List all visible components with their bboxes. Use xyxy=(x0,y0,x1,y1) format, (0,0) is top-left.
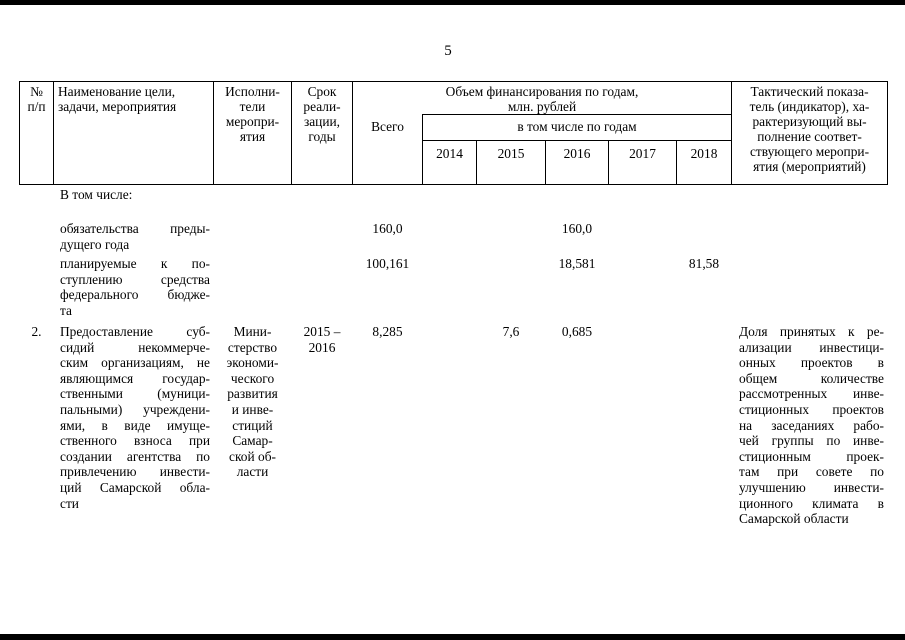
indicator-line: улучшению инвести- xyxy=(739,479,884,495)
name-line: привлечению инвести- xyxy=(60,464,210,480)
header-executors-line: меропри- xyxy=(225,114,280,129)
header-indicator xyxy=(732,84,887,174)
header-indicator-line: Тактический показа- xyxy=(750,84,869,99)
header-funding xyxy=(353,84,731,114)
executor-line: стерство xyxy=(227,339,278,355)
executor-line: и инве- xyxy=(231,401,274,417)
header-number-line: № xyxy=(30,84,43,99)
name-line: ским организациям, не xyxy=(60,355,210,371)
indicator-line: рассмотренных инве- xyxy=(739,386,884,402)
indicator-line: Самарской области xyxy=(739,511,849,527)
executor-line: Мини- xyxy=(233,324,272,339)
term-line: 2015 – xyxy=(303,324,341,339)
header-executors-line: тели xyxy=(239,99,266,114)
name-line: та xyxy=(60,302,72,318)
header-name xyxy=(58,84,208,114)
header-number xyxy=(20,84,53,114)
page-number: 5 xyxy=(444,43,452,59)
header-executors xyxy=(214,84,291,144)
row-obligations-2016: 160,0 xyxy=(561,221,593,236)
header-indicator-line: тель (индикатор), ха- xyxy=(749,99,870,114)
header-indicator-line: рактеризующий вы- xyxy=(752,114,867,129)
header-indicator-line: ятия (мероприятий) xyxy=(753,159,866,174)
name-line: ций Самарской обла- xyxy=(60,479,210,495)
row-2-name xyxy=(60,324,210,511)
name-line: Предоставление суб- xyxy=(60,324,210,339)
header-year-2018: 2018 xyxy=(690,146,718,161)
years-header-line xyxy=(422,140,731,141)
header-year-2016: 2016 xyxy=(563,146,591,161)
header-name-line: Наименование цели, xyxy=(58,84,176,99)
row-2-total: 8,285 xyxy=(372,324,403,339)
row-planned-2016: 18,581 xyxy=(558,256,596,271)
header-year-2014: 2014 xyxy=(436,146,463,161)
name-line: сидий некоммерче- xyxy=(60,339,210,355)
row-obligations-total: 160,0 xyxy=(372,221,403,236)
executor-line: стиций xyxy=(232,417,273,433)
header-term-line: Срок xyxy=(307,84,337,99)
header-executors-line: ятия xyxy=(239,129,266,144)
indicator-line: ализации инвестици- xyxy=(739,339,884,355)
header-indicator-line: полнение соответ- xyxy=(757,129,862,144)
executor-line: ласти xyxy=(236,464,269,480)
executor-line: экономи- xyxy=(226,355,279,371)
name-line: пальными) учреждени- xyxy=(60,401,210,417)
indicator-line: стиционным проек- xyxy=(739,448,884,464)
header-total: Всего xyxy=(371,119,404,134)
term-line: 2016 xyxy=(308,339,336,355)
row-2-executor xyxy=(214,324,291,480)
row-obligations-name xyxy=(60,221,210,252)
indicator-line: Доля принятых к ре- xyxy=(739,324,884,339)
indicator-line: ционного климата в xyxy=(739,495,884,511)
header-term xyxy=(292,84,352,144)
table-top-border xyxy=(19,81,887,82)
header-name-line: задачи, мероприятия xyxy=(58,99,177,114)
row-planned-total: 100,161 xyxy=(365,256,410,271)
name-line: федерального бюдже- xyxy=(60,287,210,303)
header-by-years: в том числе по годам xyxy=(517,119,637,134)
name-line: создании агентства по xyxy=(60,448,210,464)
header-indicator-line: ствующего меропри- xyxy=(749,144,870,159)
executor-line: ческого xyxy=(230,370,275,386)
name-line: ями, в виде имуще- xyxy=(60,417,210,433)
header-year-2015: 2015 xyxy=(497,146,525,161)
executor-line: ской об- xyxy=(229,448,276,464)
indicator-line: стиционных проектов xyxy=(739,401,884,417)
name-line: сти xyxy=(60,495,79,511)
row-2-2015: 7,6 xyxy=(502,324,520,339)
header-year-2017: 2017 xyxy=(629,146,656,161)
executor-line: Самар- xyxy=(232,433,273,449)
header-funding-line: Объем финансирования по годам, xyxy=(445,84,639,99)
name-line: ступлению средства xyxy=(60,271,210,287)
header-executors-line: Исполни- xyxy=(225,84,280,99)
header-number-line: п/п xyxy=(27,99,46,114)
col-border xyxy=(887,81,888,185)
row-2-2016: 0,685 xyxy=(561,324,593,339)
indicator-line: общем количестве xyxy=(739,370,884,386)
header-funding-line: млн. рублей xyxy=(507,99,577,114)
name-line: являющимся государ- xyxy=(60,370,210,386)
executor-line: развития xyxy=(227,386,278,402)
indicator-line: на заседаниях рабо- xyxy=(739,417,884,433)
row-planned-2018: 81,58 xyxy=(688,256,720,271)
table-header-bottom xyxy=(19,184,887,185)
name-line: обязательства преды- xyxy=(60,221,210,236)
name-line: планируемые к по- xyxy=(60,256,210,271)
name-line: дущего года xyxy=(60,236,130,252)
scan-border-top xyxy=(0,0,905,5)
row-2-term xyxy=(292,324,352,355)
funding-subheader-line xyxy=(422,114,731,115)
header-term-line: годы xyxy=(308,129,336,144)
including-label: В том числе: xyxy=(60,187,133,202)
row-2-indicator xyxy=(739,324,884,527)
scan-border-bottom xyxy=(0,634,905,640)
indicator-line: чей группы по инве- xyxy=(739,433,884,449)
row-2-number: 2. xyxy=(31,324,42,339)
indicator-line: онных проектов в xyxy=(739,355,884,371)
header-term-line: реали- xyxy=(303,99,341,114)
header-term-line: зации, xyxy=(303,114,341,129)
row-planned-name xyxy=(60,256,210,318)
indicator-line: там при совете по xyxy=(739,464,884,480)
col-border xyxy=(53,81,54,185)
name-line: ственными (муници- xyxy=(60,386,210,402)
name-line: ственного взноса при xyxy=(60,433,210,449)
